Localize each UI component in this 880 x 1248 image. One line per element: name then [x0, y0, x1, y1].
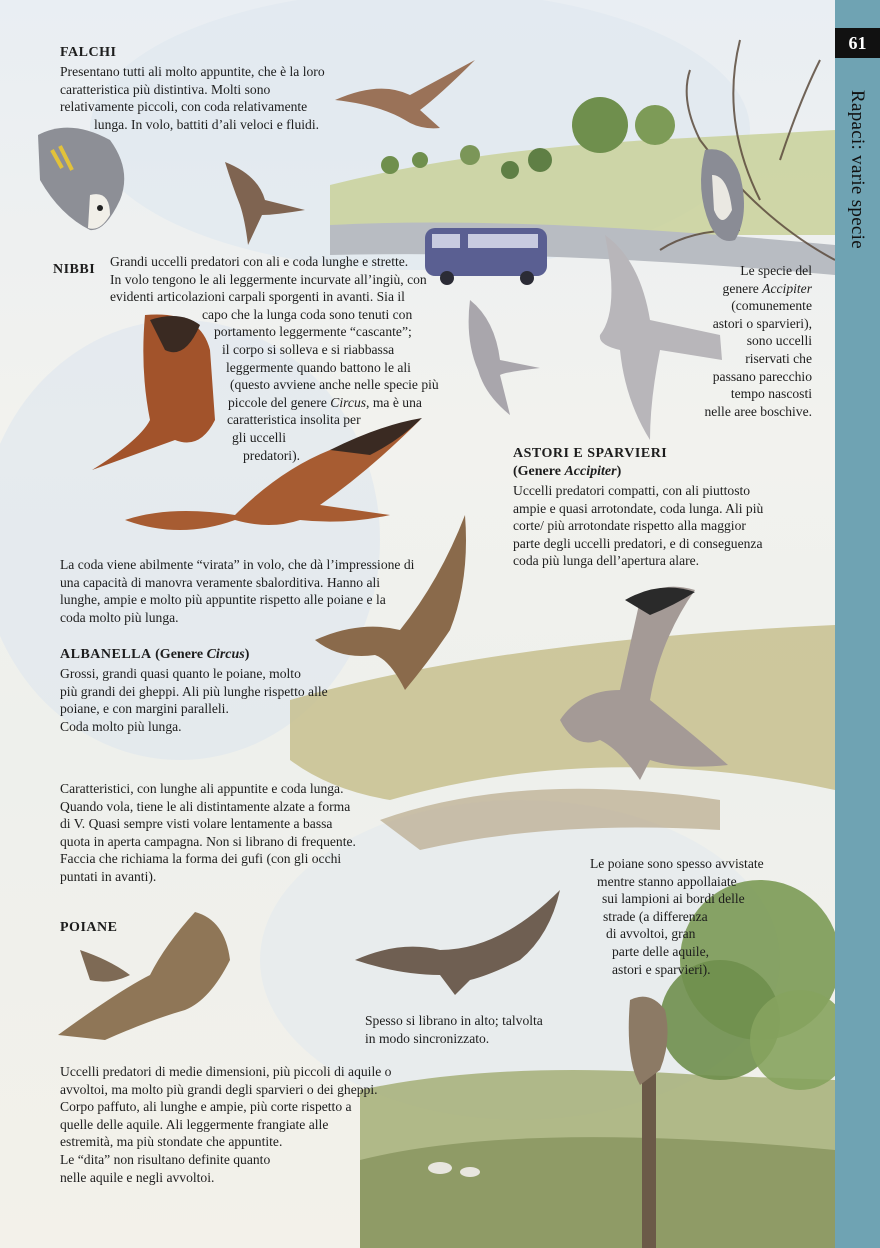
- text-line: [640, 280, 812, 298]
- sparrowhawk-flying: [469, 300, 540, 415]
- text-line: La coda viene abilmente “virata” in volo, che dà l’impressione di: [60, 557, 415, 572]
- text-line: in modo sincronizzato.: [365, 1030, 490, 1046]
- text-line: nelle aree boschive.: [704, 403, 812, 419]
- nibbi-tail-text: [60, 556, 414, 626]
- text-line: evidenti articolazioni carpali sporgenti in avanti. Sia il: [110, 289, 405, 305]
- nibbi-heading: NIBBI: [53, 262, 96, 277]
- poiane-soar-text: [365, 1012, 543, 1047]
- text-line: strade (a differenza: [603, 908, 708, 924]
- text-line: parte degli uccelli predatori, e di conseguenza: [513, 535, 763, 551]
- page-number: 61: [835, 28, 880, 58]
- text-line: riservati che: [745, 350, 812, 366]
- genus-italic: Circus: [330, 394, 367, 410]
- text-line: Caratteristici, con lunghe ali appuntite e coda lunga.: [60, 781, 344, 796]
- text-fragment: piccole del genere: [228, 394, 331, 410]
- text-line: astori e sparvieri).: [612, 961, 711, 977]
- text-line: più grandi dei gheppi. Ali più lunghe rispetto alle: [60, 683, 328, 699]
- subheading-text: (Genere: [151, 647, 207, 662]
- falchi-heading: FALCHI: [60, 45, 117, 60]
- text-fragment: genere: [722, 280, 763, 296]
- text-line: Uccelli predatori compatti, con ali piuttosto: [513, 483, 751, 498]
- text-fragment: , ma è una: [366, 394, 422, 410]
- accipiter-note: [640, 262, 812, 420]
- text-line: coda molto più lunga.: [60, 609, 179, 625]
- falcon-perched: [38, 128, 124, 231]
- poiane-heading: POIANE: [60, 920, 118, 935]
- text-fragment: (questo avviene anche nelle specie più: [230, 377, 439, 393]
- text-line: avvoltoi, ma molto più grandi degli sparvieri o dei gheppi.: [60, 1081, 378, 1097]
- text-line: di V. Quasi sempre visti volare lentamente a bassa: [60, 816, 333, 832]
- text-line: [110, 376, 439, 394]
- text-line: In volo tengono le ali leggermente incurvate all’ingiù, con: [110, 271, 427, 287]
- text-line: Uccelli predatori di medie dimensioni, più piccoli di aquile o: [60, 1064, 392, 1079]
- text-line: il corpo si solleva e si riabbassa: [222, 341, 395, 357]
- text-line: sui lampioni ai bordi delle: [602, 891, 745, 907]
- text-line: [110, 394, 439, 412]
- text-line: quelle delle aquile. Ali leggermente frangiate alle: [60, 1116, 329, 1132]
- text-line: una capacità di manovra veramente sbalorditiva. Hanno ali: [60, 574, 381, 590]
- albanella-heading: [60, 647, 250, 663]
- text-line: Le poiane sono spesso avvistate: [590, 856, 764, 871]
- text-line: Quando vola, tiene le ali distintamente alzate a forma: [60, 798, 351, 814]
- genus-italic: Accipiter: [762, 280, 812, 296]
- falchi-text: [60, 63, 325, 133]
- van-illustration: [425, 228, 547, 285]
- text-line: nelle aquile e negli avvoltoi.: [60, 1169, 215, 1185]
- text-line: Coda molto più lunga.: [60, 718, 182, 734]
- poiane-perch-text: [590, 855, 764, 978]
- text-line: coda più lunga dell’apertura alare.: [513, 553, 700, 569]
- text-line: predatori).: [243, 447, 300, 463]
- text-line: capo che la lunga coda sono tenuti con: [202, 306, 413, 322]
- section-title: Rapaci: varie specie: [847, 90, 868, 249]
- text-line: Spesso si librano in alto; talvolta: [365, 1013, 543, 1028]
- text-line: relativamente piccoli, con coda relativamente: [60, 99, 308, 115]
- text-line: caratteristica insolita per: [227, 412, 361, 428]
- grassland: [290, 625, 835, 850]
- text-line: ampie e quasi arrotondate, coda lunga. Ali più: [513, 500, 764, 516]
- text-line: poiane, e con margini paralleli.: [60, 701, 229, 717]
- subheading-text: ): [616, 464, 622, 479]
- text-line: Le specie del: [740, 263, 812, 278]
- text-line: mentre stanno appollaiate: [597, 873, 737, 889]
- text-line: portamento leggermente “cascante”;: [214, 324, 412, 340]
- subheading-text: (Genere: [513, 464, 565, 479]
- albanella-flight-text: [60, 780, 356, 886]
- text-line: lunga. In volo, battiti d’ali veloci e fluidi.: [94, 116, 320, 132]
- text-line: Grossi, grandi quasi quanto le poiane, molto: [60, 666, 301, 681]
- genus-italic: Accipiter: [564, 464, 617, 479]
- text-line: (comunemente: [731, 298, 812, 314]
- text-line: quota in aperta campagna. Non si librano di frequente.: [60, 833, 356, 849]
- poiane-body-text: [60, 1063, 391, 1186]
- text-line: caratteristica più distintiva. Molti sono: [60, 81, 271, 97]
- text-line: estremità, ma più stondate che appuntite.: [60, 1134, 283, 1150]
- text-line: leggermente quando battono le ali: [226, 359, 411, 375]
- genus-italic: Circus: [206, 647, 245, 662]
- nibbi-text: [110, 253, 439, 464]
- text-line: Corpo paffuto, ali lunghe e ampie, più corte rispetto a: [60, 1099, 352, 1115]
- text-line: di avvoltoi, gran: [606, 926, 696, 942]
- astori-heading: ASTORI E SPARVIERI: [513, 446, 668, 461]
- subheading-text: ): [244, 647, 250, 662]
- text-line: puntati in avanti).: [60, 868, 157, 884]
- text-line: Le “dita” non risultano definite quanto: [60, 1151, 271, 1167]
- text-line: Faccia che richiama la forma dei gufi (con gli occhi: [60, 851, 342, 867]
- astori-subheading: [513, 464, 621, 480]
- text-line: parte delle aquile,: [612, 943, 709, 959]
- albanella-text: [60, 665, 328, 735]
- text-line: gli uccelli: [232, 429, 286, 445]
- text-line: corte/ più arrotondate rispetto alla maggior: [513, 518, 746, 534]
- text-line: sono uccelli: [746, 333, 812, 349]
- text-line: astori o sparvieri),: [712, 315, 812, 331]
- text-line: Grandi uccelli predatori con ali e coda lunghe e strette.: [110, 254, 409, 269]
- astori-text: [513, 482, 763, 570]
- text-line: Presentano tutti ali molto appuntite, che è la loro: [60, 64, 325, 79]
- heading-text: ALBANELLA: [60, 647, 152, 662]
- text-line: tempo nascosti: [730, 386, 812, 402]
- text-line: passano parecchio: [712, 368, 812, 384]
- text-line: lunghe, ampie e molto più appuntite rispetto alle poiane e la: [60, 592, 386, 608]
